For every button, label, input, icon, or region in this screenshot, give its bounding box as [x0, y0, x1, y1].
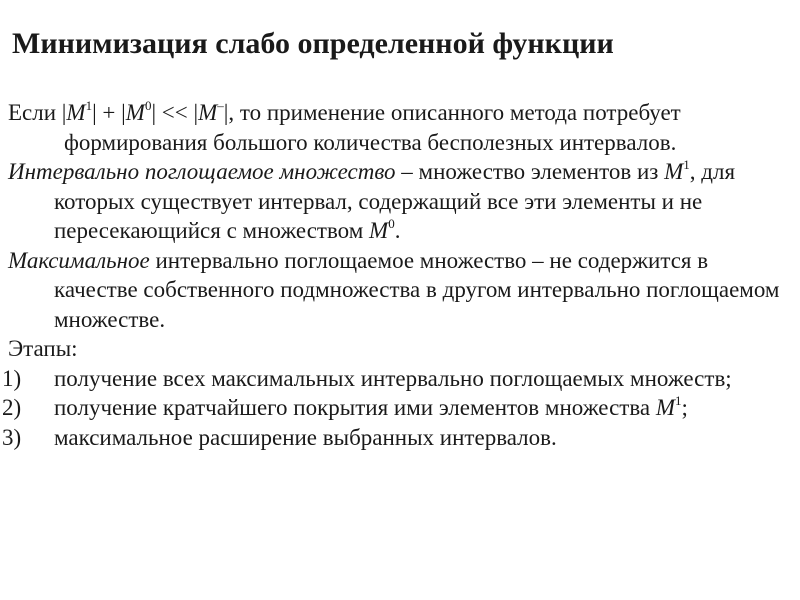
list-number: 2) — [2, 395, 22, 420]
p2-text1: – множество элементов из — [395, 159, 665, 184]
list-item — [2, 393, 793, 423]
set-m1-symbol: M — [664, 159, 684, 184]
p2-text2: , для которых существует интервал, содержащий все эти элементы и не пересекающийся с множеством — [54, 159, 736, 243]
p1-lead: Если | — [8, 100, 67, 125]
slide-title: Минимизация слабо определенной функции — [12, 27, 614, 60]
set-mminus-superscript: – — [217, 98, 224, 113]
set-m0-superscript: 0 — [144, 98, 152, 113]
list-item-text: максимальное расширение выбранных интервалов. — [54, 424, 557, 450]
slide-body — [2, 98, 793, 452]
list-item-text: получение всех максимальных интервально поглощаемых множеств; — [54, 365, 732, 391]
stages-label: Этапы: — [8, 336, 78, 361]
p1-much-less: | << | — [151, 100, 199, 125]
term-maximal: Максимальное — [8, 247, 150, 273]
set-m1-superscript: 1 — [85, 98, 93, 113]
set-m1-superscript: 1 — [675, 393, 682, 408]
list-number: 3) — [2, 424, 22, 450]
p1-plus: | + | — [92, 100, 126, 125]
list-item — [2, 423, 793, 453]
paragraph-condition — [8, 98, 793, 157]
set-mminus-symbol: M — [198, 100, 218, 125]
p2-end: . — [394, 218, 401, 243]
p1-rest: |, то применение описанного метода потребует формирования большого количества бесполезных интервалов. — [64, 100, 681, 155]
list-item — [2, 364, 793, 394]
set-m1-symbol: M — [66, 100, 86, 125]
paragraph-definition-maximal — [8, 246, 793, 335]
paragraph-definition-absorbed-set — [8, 157, 793, 246]
set-m0-symbol: M — [125, 100, 145, 125]
set-m0-symbol: M — [369, 218, 389, 243]
list-item-end: ; — [681, 395, 688, 420]
p3-text: интервально поглощаемое множество – не содержится в качестве собственного подмножества в другом интервально поглощаемом множестве. — [54, 247, 780, 332]
set-m1-symbol: M — [655, 395, 676, 420]
set-m1-superscript: 1 — [683, 157, 690, 172]
list-number: 1) — [2, 365, 22, 391]
term-absorbed-set: Интервально поглощаемое множество — [8, 159, 396, 184]
set-m0-superscript: 0 — [388, 216, 395, 231]
list-item-text: получение кратчайшего покрытия ими элементов множества — [54, 395, 656, 420]
